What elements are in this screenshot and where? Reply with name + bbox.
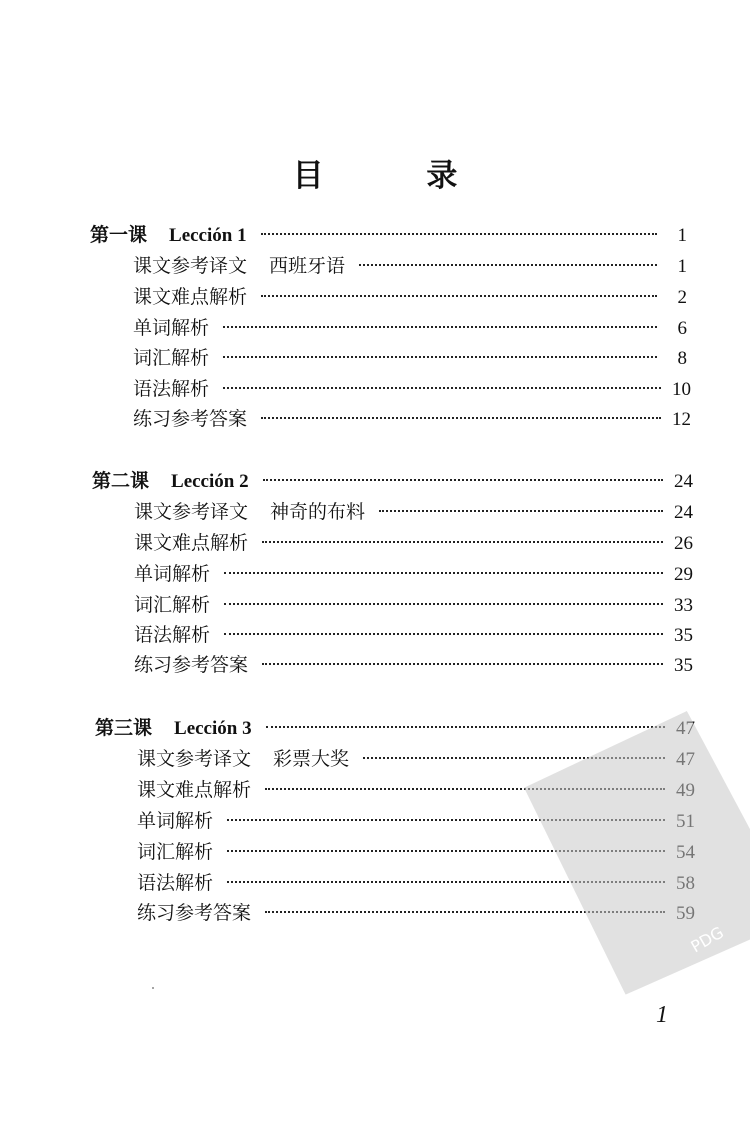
toc-entry[interactable]	[134, 559, 693, 589]
dot-leader	[223, 387, 661, 389]
entry-label: 语法解析	[134, 624, 211, 646]
toc-lesson-2[interactable]	[92, 466, 693, 496]
page-number: 29	[674, 564, 693, 585]
dot-leader	[224, 572, 663, 574]
entry-label: 课文参考译文	[134, 501, 249, 523]
toc-entry[interactable]	[133, 313, 687, 343]
page-title: 目 录	[292, 158, 504, 194]
page-number: 2	[677, 287, 687, 308]
dot-leader	[223, 326, 657, 328]
dot-leader	[266, 726, 665, 728]
entry-label: 练习参考答案	[133, 408, 248, 430]
entry-label: 课文难点解析	[133, 286, 248, 308]
page-number: 10	[672, 379, 691, 400]
lesson-cn-title: 第三课	[95, 717, 153, 739]
page-number: 6	[677, 318, 687, 339]
dot-leader	[261, 417, 661, 419]
entry-label: 单词解析	[134, 563, 211, 585]
entry-label: 课文难点解析	[137, 779, 252, 801]
toc-entry[interactable]	[134, 590, 693, 620]
entry-subtitle: 彩票大奖	[273, 748, 350, 770]
page-number: 33	[674, 595, 693, 616]
entry-label: 语法解析	[133, 378, 210, 400]
dot-leader	[261, 295, 657, 297]
watermark-text: PDG	[687, 922, 727, 957]
toc-entry[interactable]	[133, 404, 691, 434]
lesson-es-title: Lección 3	[174, 718, 252, 739]
page-folio-number: 1	[656, 1002, 668, 1028]
entry-subtitle: 神奇的布料	[270, 501, 366, 523]
entry-label: 词汇解析	[133, 347, 210, 369]
page-number: 1	[677, 256, 687, 277]
entry-label: 词汇解析	[134, 594, 211, 616]
toc-entry[interactable]	[133, 251, 687, 281]
entry-label: 词汇解析	[137, 841, 214, 863]
entry-label: 语法解析	[137, 872, 214, 894]
dot-leader	[224, 633, 663, 635]
dot-leader	[263, 479, 663, 481]
entry-label: 课文难点解析	[134, 532, 249, 554]
dot-leader	[359, 264, 657, 266]
dot-leader	[262, 663, 663, 665]
dot-leader	[379, 510, 663, 512]
entry-label: 课文参考译文	[137, 748, 252, 770]
dot-leader	[223, 356, 657, 358]
page-number: 24	[674, 471, 693, 492]
toc-entry[interactable]	[134, 528, 693, 558]
entry-label: 单词解析	[137, 810, 214, 832]
entry-subtitle: 西班牙语	[269, 255, 346, 277]
entry-label: 单词解析	[133, 317, 210, 339]
page-number: 8	[677, 348, 687, 369]
toc-entry[interactable]	[134, 497, 693, 527]
page-number: 24	[674, 502, 693, 523]
entry-label: 课文参考译文	[133, 255, 248, 277]
lesson-cn-title: 第二课	[92, 470, 150, 492]
dot-leader	[262, 541, 663, 543]
page-number: 35	[674, 655, 693, 676]
entry-label: 练习参考答案	[137, 902, 252, 924]
dot-leader	[261, 233, 657, 235]
page-number: 35	[674, 625, 693, 646]
toc-lesson-1[interactable]	[90, 220, 687, 250]
toc-entry[interactable]	[133, 343, 687, 373]
dot-leader	[224, 603, 663, 605]
page-number: 12	[672, 409, 691, 430]
scan-speck	[152, 987, 154, 989]
page-number: 1	[677, 225, 687, 246]
entry-label: 练习参考答案	[134, 654, 249, 676]
lesson-es-title: Lección 1	[169, 225, 247, 246]
lesson-es-title: Lección 2	[171, 471, 249, 492]
toc-entry[interactable]	[133, 374, 691, 404]
toc-entry[interactable]	[133, 282, 687, 312]
lesson-cn-title: 第一课	[90, 224, 148, 246]
toc-entry[interactable]	[134, 620, 693, 650]
toc-entry[interactable]	[134, 650, 693, 680]
toc-lesson-3[interactable]	[95, 713, 695, 743]
page-number: 26	[674, 533, 693, 554]
